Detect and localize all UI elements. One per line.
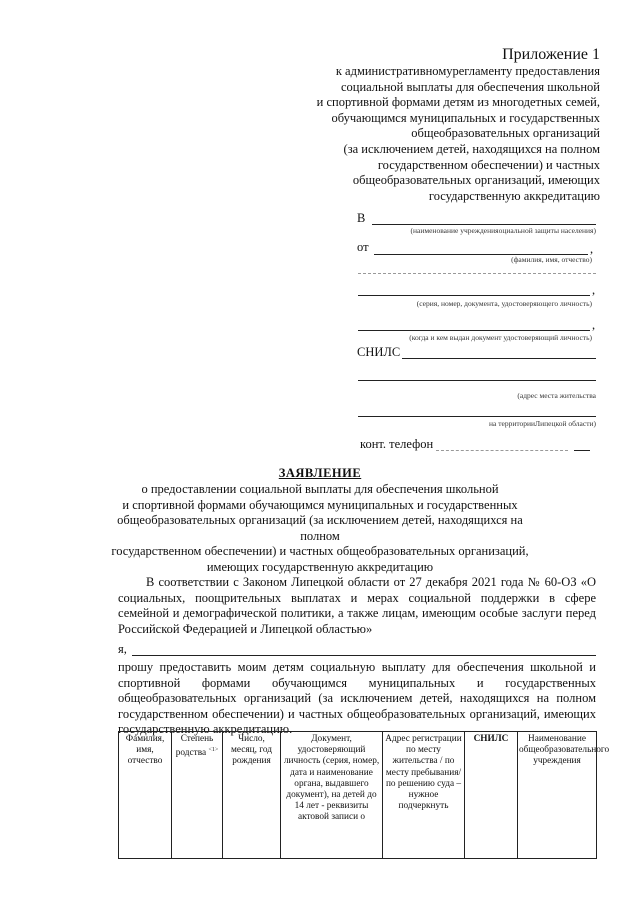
header-line: к административномурегламенту предоставления xyxy=(335,64,600,78)
header-line: (за исключением детей, находящихся на полном xyxy=(343,141,600,156)
issued-caption: (когда и кем выдан документ удостоверяющий личность) xyxy=(409,333,592,342)
ya-label: я, xyxy=(118,642,127,656)
address-field[interactable] xyxy=(358,380,596,381)
subtitle-line: государственном обеспечении) и частных общеобразовательных организаций, xyxy=(111,544,529,559)
subtitle-line: и спортивной формами обучающимся муниципальных и государственных xyxy=(122,497,518,512)
address-caption-2: на территорииЛипецкой области) xyxy=(489,419,596,428)
subtitle-line: имеющих государственную аккредитацию xyxy=(206,559,434,574)
table-header-row xyxy=(119,732,597,859)
document-subtitle xyxy=(110,482,530,576)
subtitle-line: о предоставлении социальной выплаты для обеспечения школьной xyxy=(141,482,499,496)
header-address: Адрес регистрации по месту жительства / по месту пребывания/ по решению суда – нужное подчеркнуть xyxy=(383,732,465,859)
header-line: государственную аккредитацию xyxy=(428,188,600,203)
phone-label: конт. телефон xyxy=(360,437,434,451)
header-full-name: Фамилия, имя, отчество xyxy=(119,732,172,859)
address-field-2[interactable] xyxy=(358,416,596,417)
phone-field-end xyxy=(574,450,590,451)
header-relationship: Степень родства $^{<1>}$ xyxy=(172,732,223,859)
to-field[interactable] xyxy=(372,224,596,225)
snils-label: СНИЛС xyxy=(357,345,401,359)
header-line: и спортивной формами детям из многодетных семей, xyxy=(316,95,600,110)
footnote-mark: <1> xyxy=(208,747,219,754)
header-line: общеобразовательных организаций xyxy=(411,126,600,141)
subtitle-line: общеобразовательных организаций (за исключением детей, находящихся на полном xyxy=(117,513,523,543)
header-line: социальной выплаты для обеспечения школьной xyxy=(340,79,600,94)
id-caption: (серия, номер, документа, удостоверяющего личность) xyxy=(416,299,592,308)
header-line: обучающимся муниципальных и государственных xyxy=(331,110,600,125)
header-line: государственном обеспечении) и частных xyxy=(377,157,600,172)
children-table xyxy=(118,731,610,859)
applicant-name-field[interactable] xyxy=(132,655,596,656)
from-label: от xyxy=(357,240,369,254)
header-line: общеобразовательных организаций, имеющих xyxy=(352,173,600,188)
header-block xyxy=(270,64,600,204)
comma: , xyxy=(592,318,596,332)
snils-field[interactable] xyxy=(402,358,596,359)
paragraph-legal-basis: В соответствии с Законом Липецкой области от 27 декабря 2021 года № 60-ОЗ «О социальных, поощрительных выплатах и мерах социальной поддержки в сфере семейной и демографической политики, а также лицам, имеющим особые заслуги перед Российской Федерацией и Липецкой областью» xyxy=(118,575,596,636)
header-school-name: Наименование общеобразовательного учреждения xyxy=(518,732,597,859)
paragraph-request: прошу предоставить моим детям социальную выплату для обеспечения школьной и спортивной формами обучающимся муниципальных и государственных общеобразовательных организаций (за исключением детей, находящихся на полном государственном обеспечении) и частных общеобразовательных организаций, имеющих государственную аккредитацию. xyxy=(118,660,596,737)
appendix-title: Приложение 1 xyxy=(502,46,600,63)
comma: , xyxy=(592,283,596,297)
id-issued-field[interactable] xyxy=(358,330,590,331)
header-snils: СНИЛС xyxy=(465,732,518,859)
to-caption: (наименование учрежденияоциальной защиты населения) xyxy=(410,226,596,235)
document-title: ЗАЯВЛЕНИЕ xyxy=(278,466,362,480)
header-birth-date: Число, месяц, год рождения xyxy=(223,732,281,859)
id-document-field[interactable] xyxy=(358,295,590,296)
name-extra-field[interactable] xyxy=(358,273,596,274)
header-id-document: Документ, удостоверяющий личность (серия, номер, дата и наименование органа, выдавшего документ), на детей до 14 лет - реквизиты актовой записи о xyxy=(281,732,383,859)
from-caption: (фамилия, имя, отчество) xyxy=(511,255,592,264)
phone-field[interactable] xyxy=(436,450,568,451)
to-label: В xyxy=(357,211,366,225)
comma: , xyxy=(590,242,594,256)
address-caption: (адрес места жительства xyxy=(517,391,596,400)
